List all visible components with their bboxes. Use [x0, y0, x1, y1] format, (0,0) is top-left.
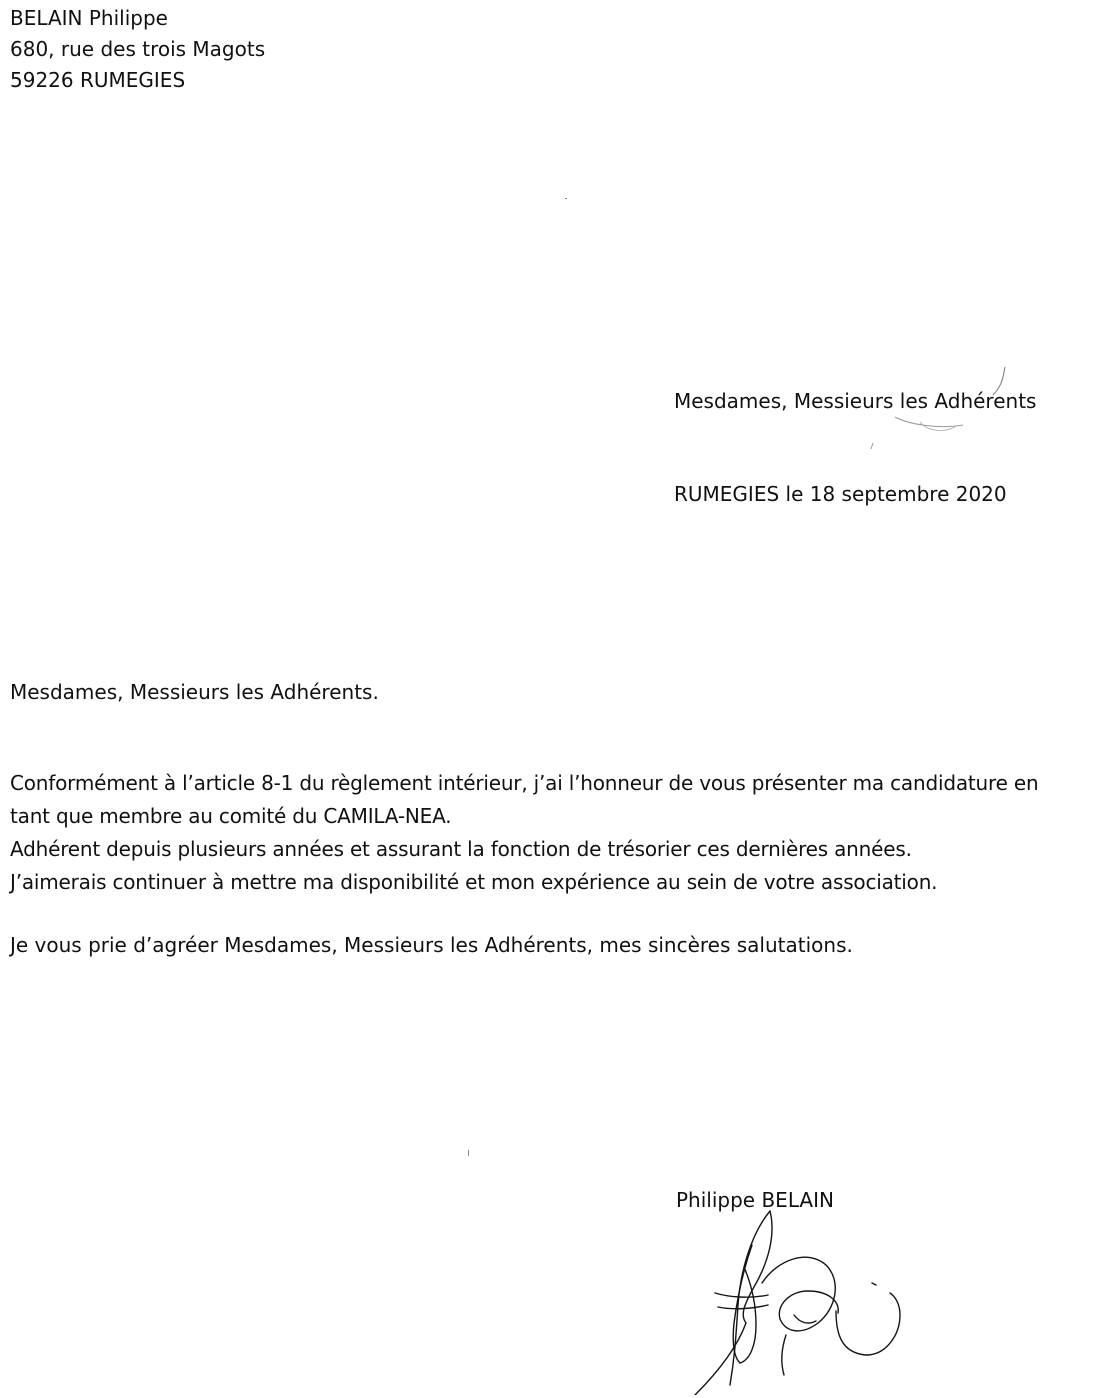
body-paragraph-line: Conformément à l’article 8-1 du règlement intérieur, j’ai l’honneur de vous présenter ma candidature en: [10, 771, 1039, 795]
place-date: RUMEGIES le 18 septembre 2020: [674, 482, 1007, 506]
sender-name: BELAIN Philippe: [10, 6, 168, 30]
salutation: Mesdames, Messieurs les Adhérents.: [10, 680, 379, 704]
signatory-name: Philippe BELAIN: [676, 1188, 834, 1212]
closing-formula: Je vous prie d’agréer Mesdames, Messieurs les Adhérents, mes sincères salutations.: [10, 933, 853, 957]
scan-speck: [468, 1150, 469, 1156]
handwritten-signature: [690, 1205, 920, 1395]
body-paragraph-line: tant que membre au comité du CAMILA-NEA.: [10, 804, 452, 828]
body-paragraph-line: Adhérent depuis plusieurs années et assurant la fonction de trésorier ces dernières années.: [10, 837, 912, 861]
sender-street: 680, rue des trois Magots: [10, 37, 266, 61]
body-paragraph-line: J’aimerais continuer à mettre ma disponibilité et mon expérience au sein de votre association.: [10, 870, 938, 894]
recipient-line: Mesdames, Messieurs les Adhérents: [674, 389, 1037, 413]
letter-body: [10, 767, 1110, 899]
scan-speck: [565, 198, 567, 199]
sender-city: 59226 RUMEGIES: [10, 68, 186, 92]
